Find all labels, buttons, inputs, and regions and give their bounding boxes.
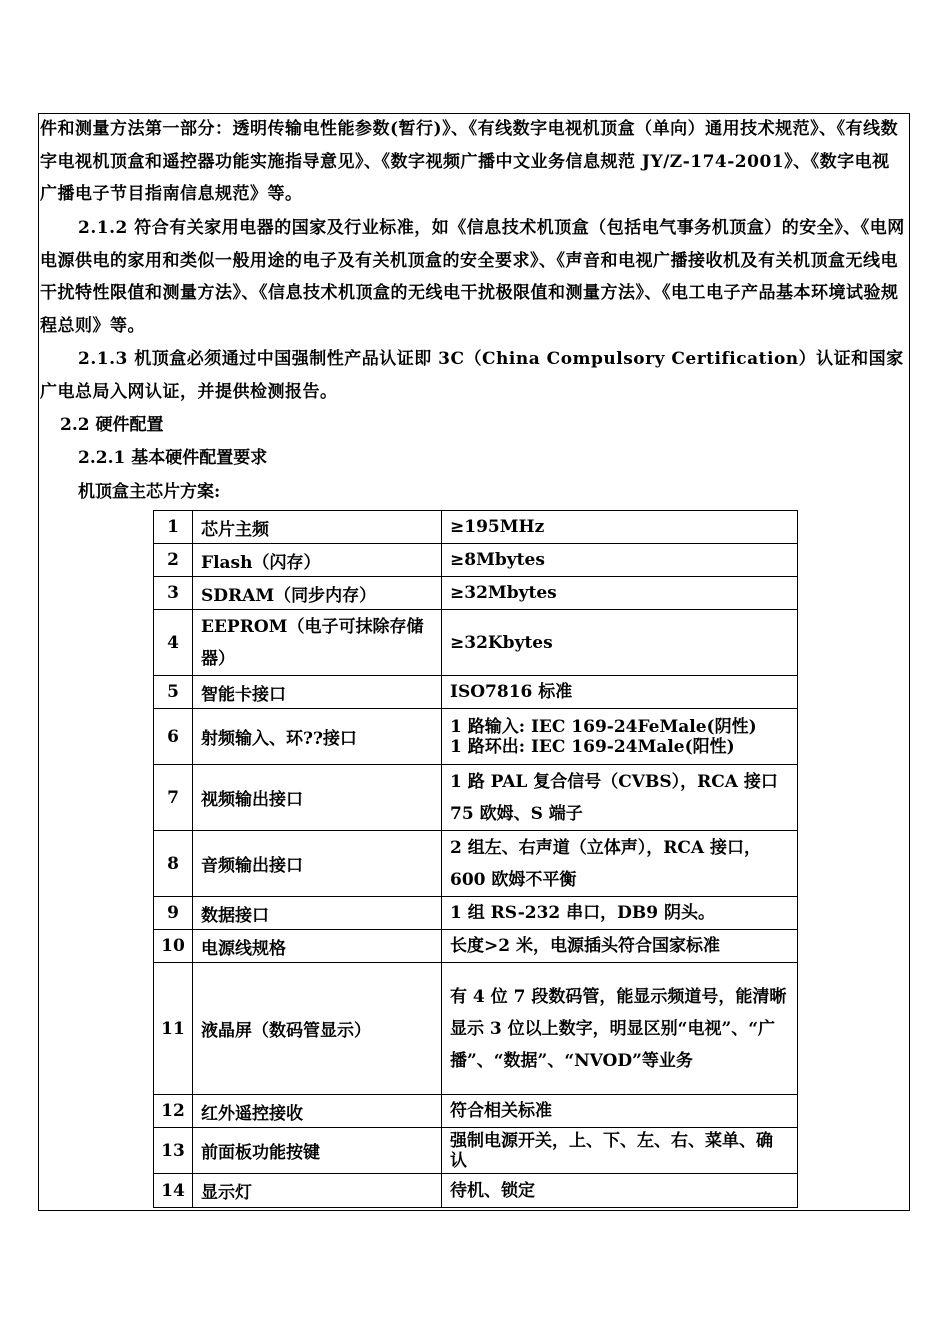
table-row bbox=[154, 897, 798, 930]
spec-name: 智能卡接口 bbox=[193, 676, 442, 709]
spec-name: 显示灯 bbox=[193, 1174, 442, 1208]
table-row bbox=[154, 709, 798, 765]
spec-value: 2 组左、右声道（立体声），RCA 接口，600 欧姆不平衡 bbox=[442, 831, 798, 897]
row-number: 8 bbox=[154, 831, 193, 897]
row-number: 13 bbox=[154, 1128, 193, 1174]
row-number: 5 bbox=[154, 676, 193, 709]
spec-value: 符合相关标准 bbox=[442, 1095, 798, 1128]
table-row bbox=[154, 1128, 798, 1174]
heading-chip-scheme: 机顶盒主芯片方案: bbox=[78, 482, 221, 502]
row-number: 6 bbox=[154, 709, 193, 765]
table-row bbox=[154, 963, 798, 1095]
spec-name: EEPROM（电子可抹除存储器） bbox=[193, 610, 442, 676]
row-number: 3 bbox=[154, 577, 193, 610]
spec-name: 前面板功能按键 bbox=[193, 1128, 442, 1174]
spec-value: 1 路输入: IEC 169-24FeMale(阴性) 1 路环出: IEC 169-24Male(阳性) bbox=[442, 709, 798, 765]
table-row bbox=[154, 831, 798, 897]
row-number: 11 bbox=[154, 963, 193, 1095]
spec-value: 长度>2 米，电源插头符合国家标准 bbox=[442, 930, 798, 963]
table-row bbox=[154, 610, 798, 676]
spec-value: 强制电源开关，上、下、左、右、菜单、确认 bbox=[442, 1128, 798, 1174]
row-number: 7 bbox=[154, 765, 193, 831]
spec-value: 1 路 PAL 复合信号（CVBS），RCA 接口 75 欧姆、S 端子 bbox=[442, 765, 798, 831]
table-row bbox=[154, 765, 798, 831]
spec-value: ISO7816 标准 bbox=[442, 676, 798, 709]
spec-value: 待机、锁定 bbox=[442, 1174, 798, 1208]
row-number: 2 bbox=[154, 544, 193, 577]
table-row bbox=[154, 676, 798, 709]
table-row bbox=[154, 1095, 798, 1128]
spec-value: ≥8Mbytes bbox=[442, 544, 798, 577]
hardware-spec-table bbox=[153, 510, 798, 1208]
spec-name: 红外遥控接收 bbox=[193, 1095, 442, 1128]
heading-2-2-1: 2.2.1 基本硬件配置要求 bbox=[78, 448, 268, 468]
spec-name: 视频输出接口 bbox=[193, 765, 442, 831]
row-number: 9 bbox=[154, 897, 193, 930]
table-row bbox=[154, 1174, 798, 1208]
paragraph-standards-continued: 件和测量方法第一部分：透明传输电性能参数(暂行)》、《有线数字电视机顶盒（单向）通用技术规范》、《有线数字电视机顶盒和遥控器功能实施指导意见》、《数字视频广播中文业务信息规范 JY/Z-174-2001》、《数字电视广播电子节目指南信息规范》等。 bbox=[40, 119, 899, 204]
spec-value: ≥32Kbytes bbox=[442, 610, 798, 676]
spec-name: SDRAM（同步内存） bbox=[193, 577, 442, 610]
table-row bbox=[154, 930, 798, 963]
paragraph-2-1-3: 2.1.3 机顶盒必须通过中国强制性产品认证即 3C（China Compulsory Certification）认证和国家广电总局入网认证，并提供检测报告。 bbox=[40, 349, 904, 402]
row-number: 10 bbox=[154, 930, 193, 963]
row-number: 1 bbox=[154, 511, 193, 544]
row-number: 12 bbox=[154, 1095, 193, 1128]
spec-value: ≥32Mbytes bbox=[442, 577, 798, 610]
spec-value: ≥195MHz bbox=[442, 511, 798, 544]
spec-name: Flash（闪存） bbox=[193, 544, 442, 577]
paragraph-2-1-2: 2.1.2 符合有关家用电器的国家及行业标准，如《信息技术机顶盒（包括电气事务机顶盒）的安全》、《电网电源供电的家用和类似一般用途的电子及有关机顶盒的安全要求》、《声音和电视广播接收机及有关机顶盒无线电干扰特性限值和测量方法》、《信息技术机顶盒的无线电干扰极限值和测量方法》、《电工电子产品基本环境试验规程总则》等。 bbox=[40, 218, 905, 336]
spec-name: 芯片主频 bbox=[193, 511, 442, 544]
spec-name: 音频输出接口 bbox=[193, 831, 442, 897]
heading-2-2: 2.2 硬件配置 bbox=[60, 415, 164, 435]
row-number: 14 bbox=[154, 1174, 193, 1208]
spec-name: 射频输入、环??接口 bbox=[193, 709, 442, 765]
table-row bbox=[154, 511, 798, 544]
spec-name: 电源线规格 bbox=[193, 930, 442, 963]
spec-value: 有 4 位 7 段数码管，能显示频道号，能清晰显示 3 位以上数字，明显区别“电视”、“广播”、“数据”、“NVOD”等业务 bbox=[442, 963, 798, 1095]
spec-name: 数据接口 bbox=[193, 897, 442, 930]
spec-value: 1 组 RS-232 串口，DB9 阴头。 bbox=[442, 897, 798, 930]
spec-name: 液晶屏（数码管显示） bbox=[193, 963, 442, 1095]
table-row bbox=[154, 577, 798, 610]
row-number: 4 bbox=[154, 610, 193, 676]
table-row bbox=[154, 544, 798, 577]
